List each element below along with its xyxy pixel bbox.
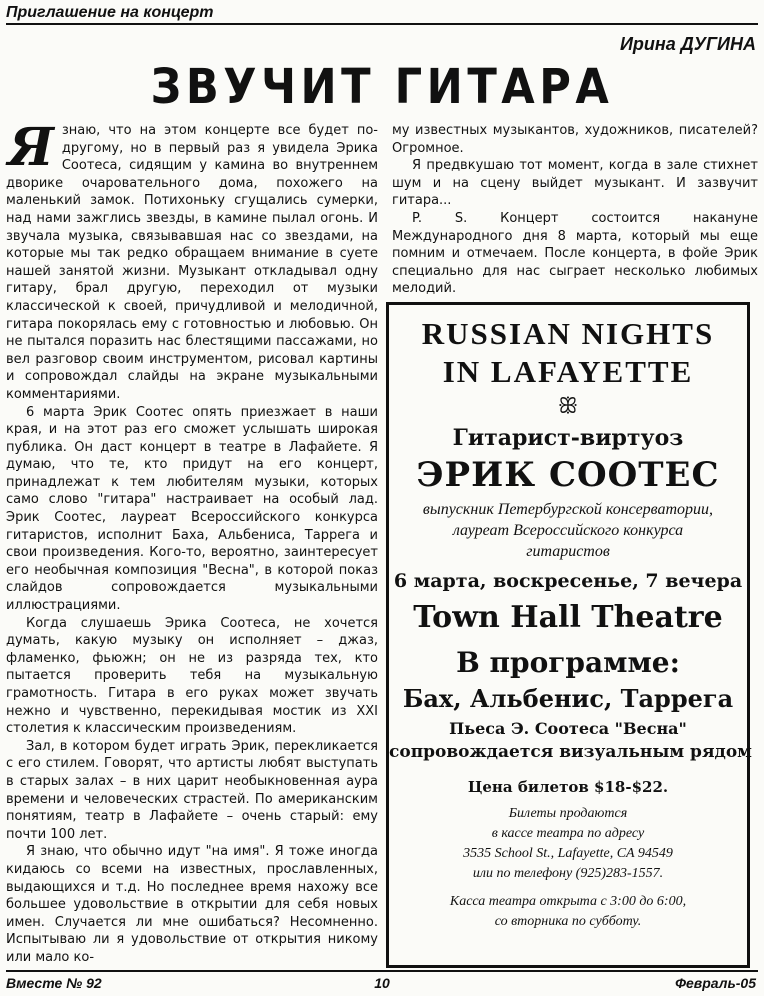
article-title: ЗВУЧИТ ГИТАРА: [150, 59, 614, 115]
article-paragraph: [6, 117, 378, 404]
venue-name: Town Hall Theatre: [413, 600, 723, 635]
ticket-price: Цена билетов $18-$22.: [467, 778, 669, 796]
performer-description: гитаристов: [526, 543, 610, 560]
program-heading: В программе:: [456, 646, 680, 679]
ticket-info: Билеты продаются: [508, 806, 628, 821]
performer-description: лауреат Всероссийского конкурса: [452, 522, 684, 539]
ticket-info: в кассе театра по адресу: [491, 826, 645, 841]
ornament-icon: ꕥ: [557, 394, 579, 419]
article-paragraph: P. S. Концерт состоится накануне Международного дня 8 марта, который мы еще помним и отмечаем. После концерта, в фойе Эрик специально для нас сыграет несколько любимых мелодий.: [392, 210, 758, 297]
performer-name: ЭРИК СООТЕС: [416, 455, 720, 495]
article-paragraph: Я предвкушаю тот момент, когда в зале стихнет шум и на сцену выйдет музыкант. И зазвучит гитара...: [392, 158, 758, 209]
ad-subtitle: Гитарист-виртуоз: [452, 425, 684, 451]
issue-date: Февраль-05: [675, 975, 756, 991]
ad-headline-line-1: RUSSIAN NIGHTS: [421, 316, 715, 351]
program-piece: Пьеса Э. Соотеса "Весна": [449, 719, 687, 738]
article-paragraph: Когда слушаешь Эрика Соотеса, не хочется думать, какую музыку он исполняет – джаз, фламенко, фьюжн; он не из разряда тех, кто пытается проверить тебя на музыкальную грамотность. Гитара в его руках может звучать нежно и чувственно, перекидывая мостик из XXI столетия к классическим произведениям.: [6, 615, 378, 737]
ad-headline-line-2: IN LAFAYETTE: [442, 354, 694, 389]
page-footer: [6, 970, 758, 994]
page-number: 10: [374, 975, 390, 991]
section-label: Приглашение на концерт: [6, 2, 758, 25]
article-column-right: [392, 122, 758, 298]
box-office-days: со вторника по субботу.: [494, 914, 642, 929]
theatre-phone: или по телефону (925)283-1557.: [472, 866, 664, 881]
article-paragraph: 6 марта Эрик Соотес опять приезжает в наши края, и на этот раз его сможет услышать широкая публика. Он даст концерт в театре в Лафайете. Я думаю, что те, кто придут на его концерт, принадлежат к тем любителям музыки, которых само слово "гитара" настраивает на особый лад. Эрик Соотес, лауреат Всероссийского конкурса гитаристов, исполнит Баха, Альбениса, Таррега и свои произведения. Кого-то, вероятно, заинтересует его необычная композиция "Весна", в которой показ слайдов сопровождается музыкальными иллюстрациями.: [6, 404, 378, 614]
concert-date: 6 марта, воскресенье, 7 вечера: [393, 570, 743, 592]
article-paragraph: Зал, в котором будет играть Эрик, перекликается с его стилем. Говорят, что артисты любят выступать в старых залах – в них царит необыкновенная аура времени и человеческих страстей. По американским понятиям, театр в Лафайете – очень старый: ему почти 100 лет.: [6, 738, 378, 842]
program-visual: сопровождается визуальным рядом: [389, 742, 752, 762]
box-office-hours: Касса театра открыта с 3:00 до 6:00,: [449, 894, 687, 909]
issue-label: Вместе № 92: [6, 975, 102, 991]
paragraph-text: знаю, что на этом концерте все будет по-другому, но в первый раз я увидела Эрика Соотеса, сидящим у камина во внутреннем дворике очаровательного дома, похожего на маленький замок. Потихоньку сгущались сумерки, над нами зажглись звезды, в камине пылал огонь. И звучала музыка, связывавшая нас со звездами, на которые мы так редко обращаем внимание в суете нашей занятой жизни. Музыкант откладывал одну гитару, брал другую, переходил от музыки классической к своей, причудливой и мелодичной, гитара покорялась ему с готовностью и любовью. Он не пытался поразить нас блестящими пассажами, но вел разговор своим инструментом, рисовал картины и сопровождал слайды на экране музыкальными комментариями.: [6, 123, 378, 402]
program-composers: Бах, Альбенис, Таррега: [402, 684, 734, 713]
theatre-address: 3535 School St., Lafayette, CA 94549: [463, 846, 673, 861]
drop-cap: Я: [8, 117, 54, 178]
author-name: Ирина ДУГИНА: [619, 34, 756, 54]
performer-description: выпускник Петербургской консерватории,: [422, 501, 714, 518]
concert-advertisement: [386, 302, 750, 968]
article-paragraph: Я знаю, что обычно идут "на имя". Я тоже иногда кидаюсь со всеми на известных, прославленных, выдающихся и т.д. Но последнее время нахожу все большее удовольствие в открытии для себя новых имен. Случается ли мне ошибаться? Несомненно. Испытываю ли я удовольствие от открытия никому или мало ко-: [6, 844, 378, 965]
article-column-left: [6, 117, 378, 970]
article-paragraph: му известных музыкантов, художников, писателей? Огромное.: [392, 123, 758, 156]
